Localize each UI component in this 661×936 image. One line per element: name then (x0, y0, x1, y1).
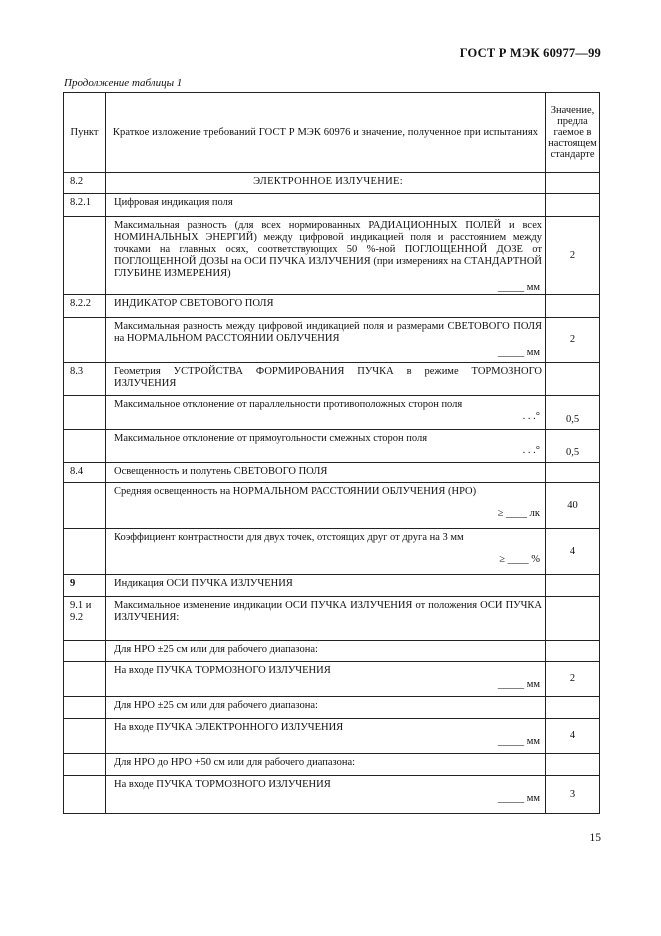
table-row (64, 776, 600, 814)
table-row (64, 529, 600, 575)
standard-header: ГОСТ Р МЭК 60977—99 (459, 46, 601, 60)
row-text-body: Максимальная разность (для всех нормированных РАДИАЦИОННЫХ ПОЛЕЙ и всех НОМИНАЛЬНЫХ ЭНЕРГИЙ) между цифровой индикацией поля и расстоянием между точками на главных осях, соответствующих 50 %-ной ПОГЛОЩЕННОЙ ДОЗЕ от ПОГЛОЩЕННОЙ ДОЗЫ на ОСИ ПУЧКА ИЗЛУЧЕНИЯ (при измерениях на СТАНДАРТНОЙ ГЛУБИНЕ ИЗМЕРЕНИЯ) (114, 220, 542, 279)
table-row (64, 483, 600, 529)
row-text-body: Коэффициент контрастности для двух точек, отстоящих друг от друга на 3 мм (114, 532, 464, 543)
row-value (546, 363, 600, 396)
row-unit: _____ мм (497, 282, 540, 293)
row-unit: _____ мм (497, 679, 540, 690)
row-text-body: На входе ПУЧКА ТОРМОЗНОГО ИЗЛУЧЕНИЯ (114, 779, 331, 790)
row-unit: _____ мм (497, 793, 540, 804)
row-text: Максимальное изменение индикации ОСИ ПУЧКА ИЗЛУЧЕНИЯ от положения ОСИ ПУЧКА ИЗЛУЧЕНИЯ: (106, 597, 546, 641)
row-text: ЭЛЕКТРОННОЕ ИЗЛУЧЕНИЕ: (106, 173, 546, 194)
row-value (546, 597, 600, 641)
table-caption: Продолжение таблицы 1 (64, 77, 183, 89)
page-number: 15 (589, 832, 601, 844)
row-text (106, 529, 546, 575)
table-row (64, 719, 600, 754)
table-row (64, 430, 600, 463)
row-text: Для НРО до НРО +50 см или для рабочего диапазона: (106, 754, 546, 776)
row-value: 3 (546, 776, 600, 814)
row-text: Цифровая индикация поля (106, 194, 546, 217)
row-number: 8.3 (64, 363, 106, 396)
row-number (64, 641, 106, 662)
row-number (64, 318, 106, 363)
row-number: 8.2.1 (64, 194, 106, 217)
row-unit: ≥ ____ % (499, 554, 540, 565)
row-text-body: Максимальное отклонение от прямоугольности смежных сторон поля (114, 433, 428, 444)
header-col-clause: Пункт (64, 93, 106, 173)
row-text (106, 217, 546, 295)
row-value (546, 641, 600, 662)
table-row (64, 217, 600, 295)
row-number (64, 529, 106, 575)
row-text: Для НРО ±25 см или для рабочего диапазона: (106, 641, 546, 662)
row-number (64, 483, 106, 529)
row-text-body: Средняя освещенность на НОРМАЛЬНОМ РАССТОЯНИИ ОБЛУЧЕНИЯ (НРО) (114, 486, 477, 497)
row-number: 8.2.2 (64, 295, 106, 318)
table-row (64, 194, 600, 217)
row-value: 0,5 (546, 396, 600, 430)
row-value (546, 575, 600, 597)
row-number: 8.4 (64, 463, 106, 483)
table-row (64, 463, 600, 483)
row-value (546, 697, 600, 719)
table-row (64, 697, 600, 719)
row-text (106, 396, 546, 430)
row-unit: _____ мм (497, 347, 540, 358)
table-header-row (64, 93, 600, 173)
table-row (64, 173, 600, 194)
table-row (64, 641, 600, 662)
row-number (64, 396, 106, 430)
table-row (64, 396, 600, 430)
row-value (546, 295, 600, 318)
table-row (64, 575, 600, 597)
row-value: 40 (546, 483, 600, 529)
row-number (64, 754, 106, 776)
row-number: 8.2 (64, 173, 106, 194)
row-text (106, 662, 546, 697)
row-unit: ≥ ____ лк (497, 508, 540, 519)
row-number: 9 (64, 575, 106, 597)
header-col-summary: Краткое изложение требований ГОСТ Р МЭК 60976 и значение, полученное при испытаниях (106, 93, 546, 173)
row-unit: . . .° (522, 445, 540, 456)
row-value (546, 173, 600, 194)
row-unit: . . .° (522, 411, 540, 422)
row-number: 9.1 и 9.2 (64, 597, 106, 641)
row-text (106, 719, 546, 754)
row-value: 4 (546, 529, 600, 575)
row-text: ИНДИКАТОР СВЕТОВОГО ПОЛЯ (106, 295, 546, 318)
row-number (64, 697, 106, 719)
row-value (546, 463, 600, 483)
row-value: 0,5 (546, 430, 600, 463)
row-value: 2 (546, 217, 600, 295)
row-text: Индикация ОСИ ПУЧКА ИЗЛУЧЕНИЯ (106, 575, 546, 597)
row-text: Для НРО ±25 см или для рабочего диапазона: (106, 697, 546, 719)
row-value: 2 (546, 662, 600, 697)
row-value (546, 754, 600, 776)
row-number (64, 217, 106, 295)
row-text-body: На входе ПУЧКА ЭЛЕКТРОННОГО ИЗЛУЧЕНИЯ (114, 722, 344, 733)
table-row (64, 318, 600, 363)
row-text: Геометрия УСТРОЙСТВА ФОРМИРОВАНИЯ ПУЧКА в режиме ТОРМОЗНОГО ИЗЛУЧЕНИЯ (106, 363, 546, 396)
table-row (64, 754, 600, 776)
table-row (64, 597, 600, 641)
row-text (106, 483, 546, 529)
row-text (106, 776, 546, 814)
row-text-body: Максимальная разность между цифровой индикацией поля и размерами СВЕТОВОГО ПОЛЯ на НОРМАЛЬНОМ РАССТОЯНИИ ОБЛУЧЕНИЯ (114, 321, 542, 344)
row-number (64, 776, 106, 814)
table-row (64, 363, 600, 396)
row-text: Освещенность и полутень СВЕТОВОГО ПОЛЯ (106, 463, 546, 483)
row-unit: _____ мм (497, 736, 540, 747)
row-text-body: Максимальное отклонение от параллельности противоположных сторон поля (114, 399, 463, 410)
row-value: 2 (546, 318, 600, 363)
row-value (546, 194, 600, 217)
requirements-table (63, 92, 600, 814)
row-number (64, 430, 106, 463)
header-col-value: Значение, предла гаемое в настоящем стандарте (546, 93, 600, 173)
row-number (64, 719, 106, 754)
row-text-body: На входе ПУЧКА ТОРМОЗНОГО ИЗЛУЧЕНИЯ (114, 665, 331, 676)
table-row (64, 295, 600, 318)
table-row (64, 662, 600, 697)
row-text (106, 318, 546, 363)
row-value: 4 (546, 719, 600, 754)
row-number (64, 662, 106, 697)
row-text (106, 430, 546, 463)
